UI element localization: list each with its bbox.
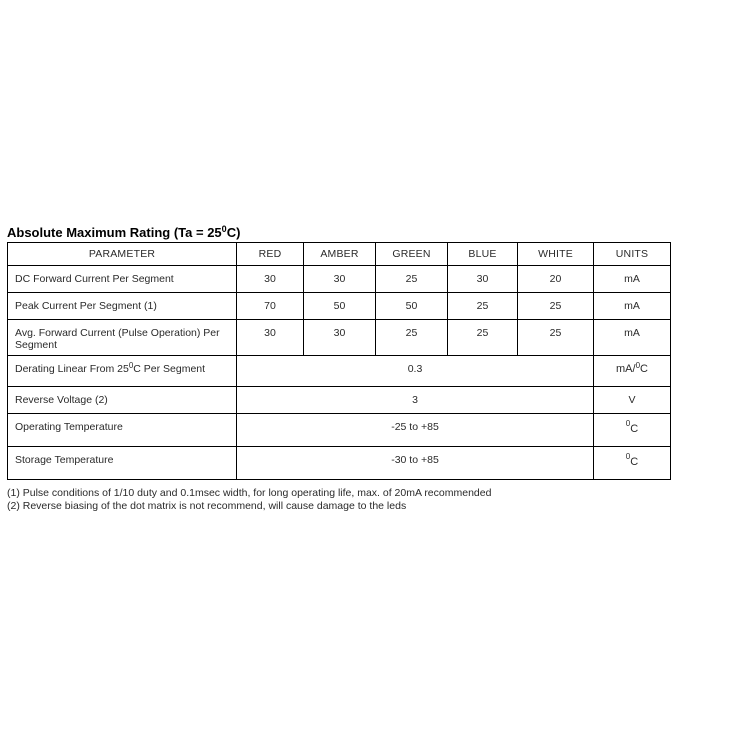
storage-unit-sub: C — [630, 456, 639, 468]
param-cell: DC Forward Current Per Segment — [8, 266, 237, 293]
value-amber: 30 — [304, 320, 376, 356]
value-white: 25 — [518, 320, 594, 356]
title-suffix: C) — [226, 225, 241, 240]
derating-unit-suffix: C — [640, 363, 648, 375]
footnotes — [7, 487, 670, 513]
derating-value: 0.3 — [237, 356, 594, 387]
table-row — [8, 320, 671, 356]
value-red: 30 — [237, 320, 304, 356]
value-green: 25 — [376, 320, 448, 356]
header-amber: AMBER — [304, 243, 376, 266]
footnote-1: (1) Pulse conditions of 1/10 duty and 0.1msec width, for long operating life, max. of 20mA recommended — [7, 487, 492, 499]
table-row-derating — [8, 356, 671, 387]
value-blue: 25 — [448, 320, 518, 356]
value-white: 20 — [518, 266, 594, 293]
operating-value: -25 to +85 — [237, 414, 594, 447]
rating-document — [7, 222, 670, 513]
value-amber: 50 — [304, 293, 376, 320]
value-red: 30 — [237, 266, 304, 293]
header-row — [8, 243, 671, 266]
unit-cell: mA — [594, 320, 671, 356]
table-row — [8, 293, 671, 320]
param-cell — [8, 356, 237, 387]
unit-cell — [594, 447, 671, 480]
title-degree-sup: 0 — [221, 224, 227, 234]
param-cell: Storage Temperature — [8, 447, 237, 480]
table-title — [7, 224, 670, 242]
derating-param-prefix: Derating Linear From 25 — [15, 363, 129, 375]
title-prefix: Absolute Maximum Rating (Ta = 25 — [7, 225, 222, 240]
absolute-max-rating-table — [7, 242, 671, 480]
header-red: RED — [237, 243, 304, 266]
header-blue: BLUE — [448, 243, 518, 266]
value-amber: 30 — [304, 266, 376, 293]
value-blue: 25 — [448, 293, 518, 320]
value-white: 25 — [518, 293, 594, 320]
table-row-operating — [8, 414, 671, 447]
unit-cell: V — [594, 387, 671, 414]
table-row — [8, 266, 671, 293]
unit-cell: mA — [594, 266, 671, 293]
storage-unit-sup: 0 — [625, 452, 631, 461]
derating-unit-prefix: mA/ — [616, 363, 636, 375]
operating-unit-sup: 0 — [625, 419, 631, 428]
value-blue: 30 — [448, 266, 518, 293]
reverse-value: 3 — [237, 387, 594, 414]
derating-param-suffix: C Per Segment — [133, 363, 206, 375]
header-units: UNITS — [594, 243, 671, 266]
param-cell: Avg. Forward Current (Pulse Operation) Per Segment — [8, 320, 237, 356]
param-cell: Reverse Voltage (2) — [8, 387, 237, 414]
table-row-storage — [8, 447, 671, 480]
unit-cell — [594, 414, 671, 447]
unit-cell — [594, 356, 671, 387]
unit-cell: mA — [594, 293, 671, 320]
storage-value: -30 to +85 — [237, 447, 594, 480]
value-green: 50 — [376, 293, 448, 320]
operating-unit-sub: C — [630, 423, 639, 435]
param-cell: Peak Current Per Segment (1) — [8, 293, 237, 320]
header-parameter: PARAMETER — [8, 243, 237, 266]
value-red: 70 — [237, 293, 304, 320]
header-green: GREEN — [376, 243, 448, 266]
header-white: WHITE — [518, 243, 594, 266]
param-cell: Operating Temperature — [8, 414, 237, 447]
value-green: 25 — [376, 266, 448, 293]
derating-unit-sup: 0 — [635, 361, 641, 370]
table-row-reverse — [8, 387, 671, 414]
footnote-2: (2) Reverse biasing of the dot matrix is not recommend, will cause damage to the leds — [7, 500, 407, 512]
derating-degree-sup: 0 — [128, 361, 134, 370]
